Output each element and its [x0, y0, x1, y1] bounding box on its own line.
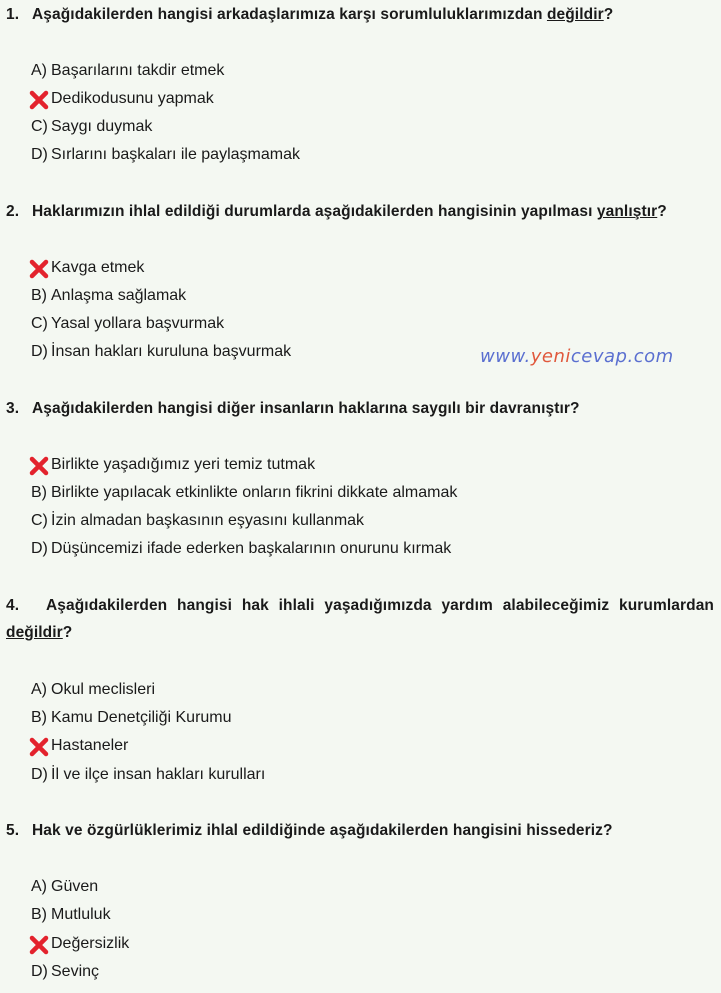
option-text: Mutluluk [51, 906, 111, 923]
option-letter: D) [31, 540, 48, 557]
option-letter: D) [31, 343, 48, 360]
question-5-option-a[interactable] [31, 873, 98, 901]
option-text: Hastaneler [51, 737, 129, 754]
option-letter: C) [31, 118, 48, 135]
answer-cross-mark-icon [31, 930, 51, 958]
option-text: Dedikodusunu yapmak [51, 90, 214, 107]
question-4-text: 4. Aşağıdakilerden hangisi hak ihlali yaşadığımızda yardım alabileceğimiz kurumlardan değildir? [6, 592, 714, 646]
question-5-option-c[interactable] [31, 930, 129, 958]
question-1-text: 1. Aşağıdakilerden hangisi arkadaşlarımıza karşı sorumluluklarımızdan değildir? [6, 1, 714, 28]
question-3-number: 3. [6, 400, 20, 417]
answer-cross-mark-icon [31, 254, 51, 282]
option-letter: B) [31, 287, 47, 304]
question-4-option-c[interactable] [31, 732, 128, 760]
option-text: Sırlarını başkaları ile paylaşmamak [51, 146, 300, 163]
option-text: Okul meclisleri [51, 681, 156, 698]
option-text: Anlaşma sağlamak [51, 287, 187, 304]
question-4-option-d[interactable] [31, 761, 265, 789]
option-letter: A) [31, 62, 47, 79]
question-2-option-c[interactable] [31, 310, 224, 338]
question-3-option-d[interactable] [31, 535, 451, 563]
question-4-option-b[interactable] [31, 704, 232, 732]
question-5-option-d[interactable] [31, 958, 99, 986]
option-text: Değersizlik [51, 935, 130, 952]
option-text: Yasal yollara başvurmak [51, 315, 225, 332]
question-3-option-a[interactable] [31, 451, 315, 479]
option-text: Kavga etmek [51, 259, 145, 276]
option-letter: B) [31, 906, 47, 923]
question-5-option-b[interactable] [31, 901, 111, 929]
option-text: İl ve ilçe insan hakları kurulları [51, 766, 266, 783]
option-letter: D) [31, 766, 48, 783]
question-2-emphasis: yanlıştır [596, 203, 658, 220]
option-letter: B) [31, 484, 47, 501]
question-3-option-b[interactable] [31, 479, 457, 507]
option-letter: B) [31, 709, 47, 726]
question-4-emphasis: değildir [6, 624, 63, 641]
option-text: İnsan hakları kuruluna başvurmak [51, 343, 292, 360]
option-letter: C) [31, 512, 48, 529]
option-text: Düşüncemizi ifade ederken başkalarının onurunu kırmak [51, 540, 452, 557]
question-1-option-b[interactable] [31, 85, 214, 113]
question-2-option-a[interactable] [31, 254, 144, 282]
question-1-number: 1. [6, 6, 20, 23]
question-5-number: 5. [6, 822, 20, 839]
question-1-option-c[interactable] [31, 113, 152, 141]
question-3-text: 3. Aşağıdakilerden hangisi diğer insanların haklarına saygılı bir davranıştır? [6, 395, 714, 422]
question-5-text: 5. Hak ve özgürlüklerimiz ihlal edildiğinde aşağıdakilerden hangisini hissederiz? [6, 817, 714, 844]
option-letter: D) [31, 146, 48, 163]
watermark-logo: www.yenicevap.com [480, 346, 674, 367]
question-4-option-a[interactable] [31, 676, 155, 704]
option-text: İzin almadan başkasının eşyasını kullanmak [51, 512, 365, 529]
question-1-emphasis: değildir [546, 6, 604, 23]
option-text: Güven [51, 878, 99, 895]
answer-cross-mark-icon [31, 85, 51, 113]
option-text: Birlikte yapılacak etkinlikte onların fikrini dikkate almamak [51, 484, 458, 501]
question-2-option-b[interactable] [31, 282, 186, 310]
option-letter: C) [31, 315, 48, 332]
option-letter: A) [31, 681, 47, 698]
question-1-option-a[interactable] [31, 57, 224, 85]
option-text: Başarılarını takdir etmek [51, 62, 225, 79]
question-2-text: 2. Haklarımızın ihlal edildiği durumlarda aşağıdakilerden hangisinin yapılması yanlıştır? [6, 198, 714, 225]
question-4-number: 4. [6, 597, 20, 614]
option-text: Sevinç [51, 963, 100, 980]
question-1-option-d[interactable] [31, 141, 300, 169]
answer-cross-mark-icon [31, 451, 51, 479]
question-2-number: 2. [6, 203, 20, 220]
question-3-option-c[interactable] [31, 507, 364, 535]
question-2-option-d[interactable] [31, 338, 291, 366]
answer-cross-mark-icon [31, 732, 51, 760]
option-text: Kamu Denetçiliği Kurumu [51, 709, 232, 726]
option-letter: D) [31, 963, 48, 980]
option-text: Birlikte yaşadığımız yeri temiz tutmak [51, 456, 316, 473]
option-letter: A) [31, 878, 47, 895]
option-text: Saygı duymak [51, 118, 153, 135]
